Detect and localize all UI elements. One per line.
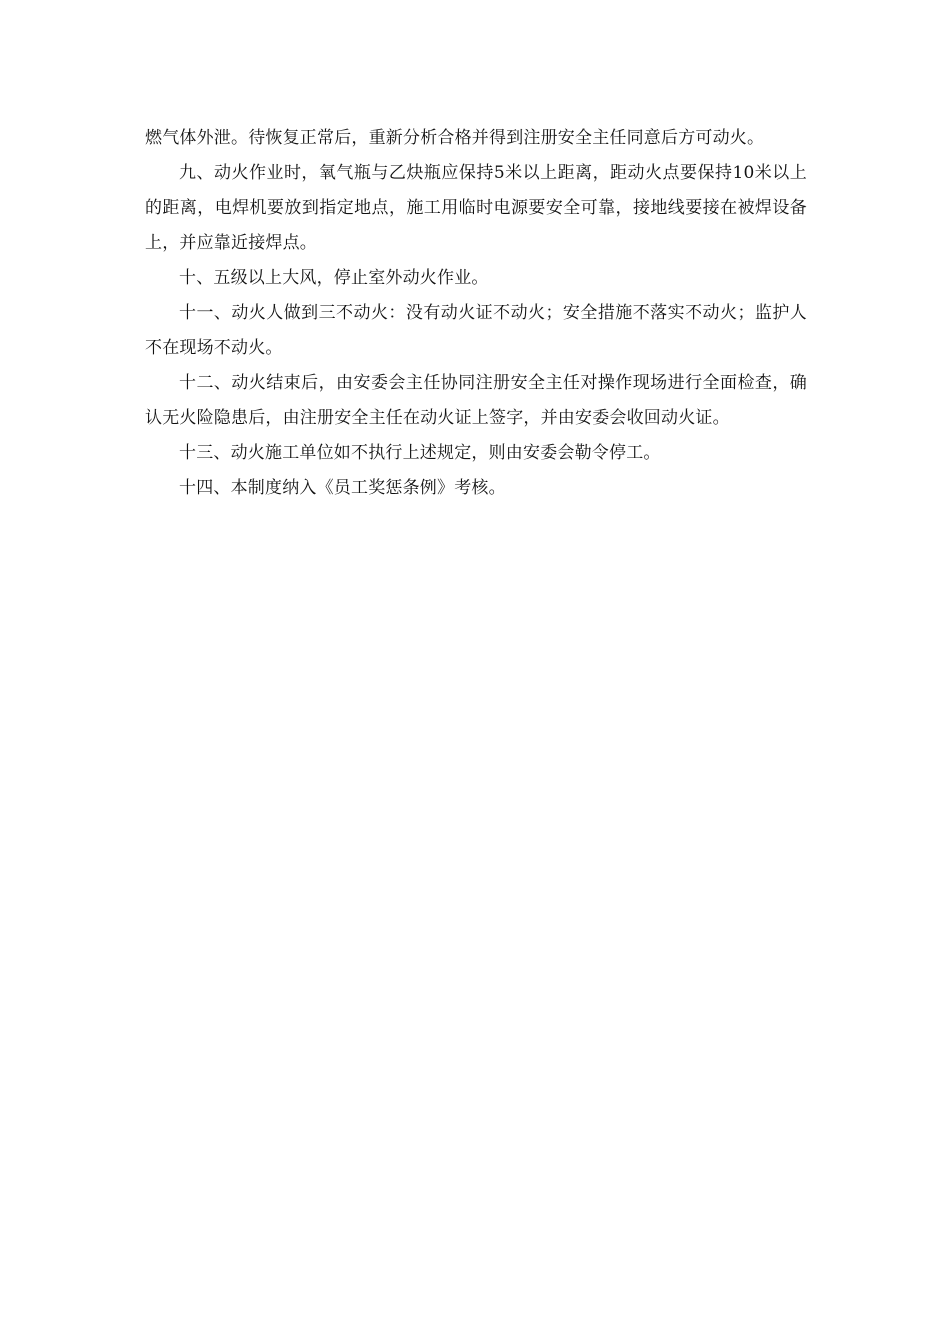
paragraph-item-11: 十一、动火人做到三不动火：没有动火证不动火；安全措施不落实不动火；监护人不在现场不动火。 xyxy=(145,303,807,358)
document-body xyxy=(145,121,807,506)
paragraph-item-13: 十三、动火施工单位如不执行上述规定，则由安委会勒令停工。 xyxy=(179,443,661,463)
paragraph-item-10: 十、五级以上大风，停止室外动火作业。 xyxy=(179,268,489,288)
paragraph-item-9: 九、动火作业时，氧气瓶与乙炔瓶应保持5米以上距离，距动火点要保持10米以上的距离，电焊机要放到指定地点，施工用临时电源要安全可靠，接地线要接在被焊设备上，并应靠近接焊点。 xyxy=(145,163,807,253)
paragraph-item-14: 十四、本制度纳入《员工奖惩条例》考核。 xyxy=(179,478,506,498)
paragraph-item-12: 十二、动火结束后，由安委会主任协同注册安全主任对操作现场进行全面检查，确认无火险隐患后，由注册安全主任在动火证上签字，并由安委会收回动火证。 xyxy=(145,373,807,428)
paragraph-continuation: 燃气体外泄。待恢复正常后，重新分析合格并得到注册安全主任同意后方可动火。 xyxy=(145,128,765,148)
